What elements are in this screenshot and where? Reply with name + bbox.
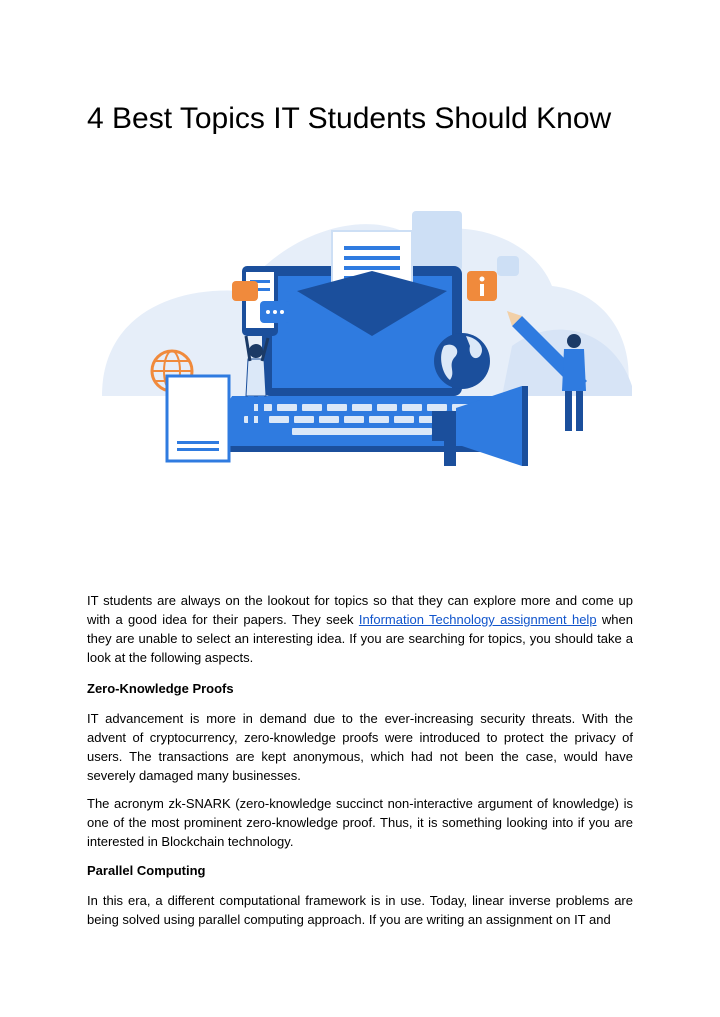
section-heading-zero-knowledge: Zero-Knowledge Proofs [87, 681, 234, 696]
globe-icon [434, 333, 490, 389]
intro-paragraph [87, 591, 633, 667]
intro-text-end: when they are unable to select an interesting idea. If you are searching for topics, you should take a look at the following aspects. [87, 612, 633, 665]
paragraph: In this era, a different computational framework is in use. Today, linear inverse problems are being solved using parallel computing approach. If you are writing an assignment on IT and [87, 893, 633, 927]
document-icon [167, 376, 229, 461]
paragraph: IT advancement is more in demand due to the ever-increasing security threats. With the advent of cryptocurrency, zero-knowledge proofs were introduced to protect the privacy of users. The transactions are kept anonymous, which had not been the case, would have severely damaged many businesses. [87, 711, 633, 783]
page-title: 4 Best Topics IT Students Should Know [87, 102, 612, 135]
intro-text-start: IT students are always on the lookout for topics so that they can explore more and come up with a good idea for their papers. They seek [87, 593, 633, 627]
paragraph: The acronym zk-SNARK (zero-knowledge succinct non-interactive argument of knowledge) is one of the most prominent zero-knowledge proof. Thus, it is something looking into if you are interested in Blockchain technology. [87, 796, 633, 849]
assignment-help-link[interactable]: Information Technology assignment help [358, 612, 597, 627]
section-heading-parallel-computing: Parallel Computing [87, 863, 206, 878]
it-illustration [82, 196, 642, 486]
